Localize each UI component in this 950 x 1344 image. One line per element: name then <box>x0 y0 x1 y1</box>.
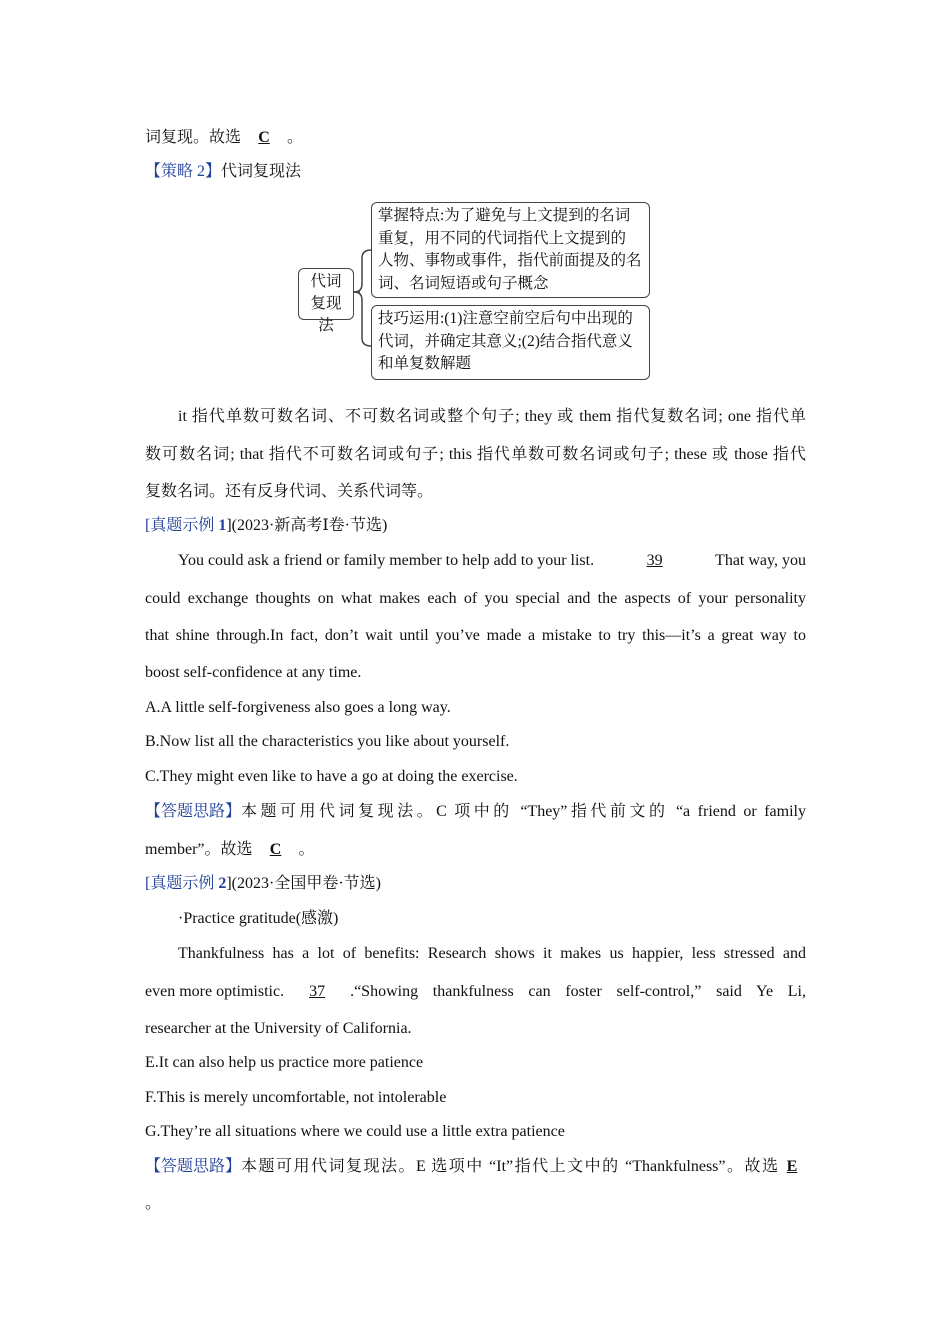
example1-passage-line-4: boost self-confidence at any time. <box>145 664 362 681</box>
explanation-line-1: it 指代单数可数名词、不可数名词或整个句子; they 或 them 指代复数名词; one 指代单 <box>178 408 806 425</box>
explanation-line-2: 数可数名词; that 指代不可数名词或句子; this 指代单数可数名词或句子; these 或 those 指代 <box>145 446 806 463</box>
root-box: 代词 复现法 <box>298 268 354 320</box>
example1-passage-line-2: could exchange thoughts on what makes each of you special and the aspects of your personality <box>145 590 806 607</box>
explanation-line-3: 复数名词。还有反身代词、关系代词等。 <box>145 483 434 500</box>
answer-c: C <box>258 129 270 146</box>
pronoun-method-diagram <box>296 200 656 384</box>
blank-37: 37 <box>309 983 326 1000</box>
example2-option-g: G.They’re all situations where we could use a little extra patience <box>145 1123 565 1140</box>
example1-analysis-line-2: member”。故选 C 。 <box>145 841 315 858</box>
example1-option-c: C.They might even like to have a go at doing the exercise. <box>145 768 518 785</box>
example1-passage-line-3: that shine through.In fact, don’t wait until you’ve made a mistake to try this—it’s a great way to <box>145 627 806 644</box>
example2-option-f: F.This is merely uncomfortable, not intolerable <box>145 1089 447 1106</box>
example1-option-a: A.A little self-forgiveness also goes a long way. <box>145 699 451 716</box>
answer-e: E <box>786 1158 798 1175</box>
blank-39: 39 <box>646 552 663 569</box>
example1-analysis-line-1: 【答题思路】 本题可用代词复现法。C 项中的 “They”指代前文的 “a friend or family <box>145 803 806 820</box>
example2-passage-line-2: even more optimistic. 37 .“Showing thankfulness can foster self-control,” said Ye Li, <box>145 983 806 1000</box>
example2-passage-line-1: Thankfulness has a lot of benefits: Research shows it makes us happier, less stressed and <box>178 945 806 962</box>
example1-heading: [真题示例 1](2023·新高考Ⅰ卷·节选) <box>145 517 388 534</box>
example2-analysis-line-2: 。 <box>145 1195 162 1212</box>
strategy-heading: 【策略 2】代词复现法 <box>145 163 302 180</box>
example2-option-e: E.It can also help us practice more patience <box>145 1054 424 1071</box>
example2-heading: [真题示例 2](2023·全国甲卷·节选) <box>145 875 381 892</box>
answer-c: C <box>269 841 282 858</box>
technique-box: 技巧运用:(1)注意空前空后句中出现的 代词，并确定其意义;(2)结合指代意义 和单复数解题 <box>371 305 650 380</box>
strategy-title: 代词复现法 <box>221 163 302 180</box>
feature-box: 掌握特点:为了避免与上文提到的名词 重复，用不同的代词指代上文提到的 人物、事物或事件，指代前面提及的名 词、名词短语或句子概念 <box>371 202 650 298</box>
strategy-label: 策略 2 <box>161 163 206 180</box>
example2-passage-line-3: researcher at the University of California. <box>145 1020 412 1037</box>
example1-option-b: B.Now list all the characteristics you like about yourself. <box>145 733 510 750</box>
example2-subheading: ·Practice gratitude(感激) <box>178 910 339 927</box>
intro-line: 词复现。故选 C 。 <box>145 129 304 146</box>
example2-analysis-line-1: 【答题思路】 本题可用代词复现法。E 选项中 “It”指代上文中的 “Thankfulness”。故选 E <box>145 1157 806 1177</box>
example1-passage-line-1: You could ask a friend or family member to help add to your list. 39 That way, you <box>178 552 806 569</box>
